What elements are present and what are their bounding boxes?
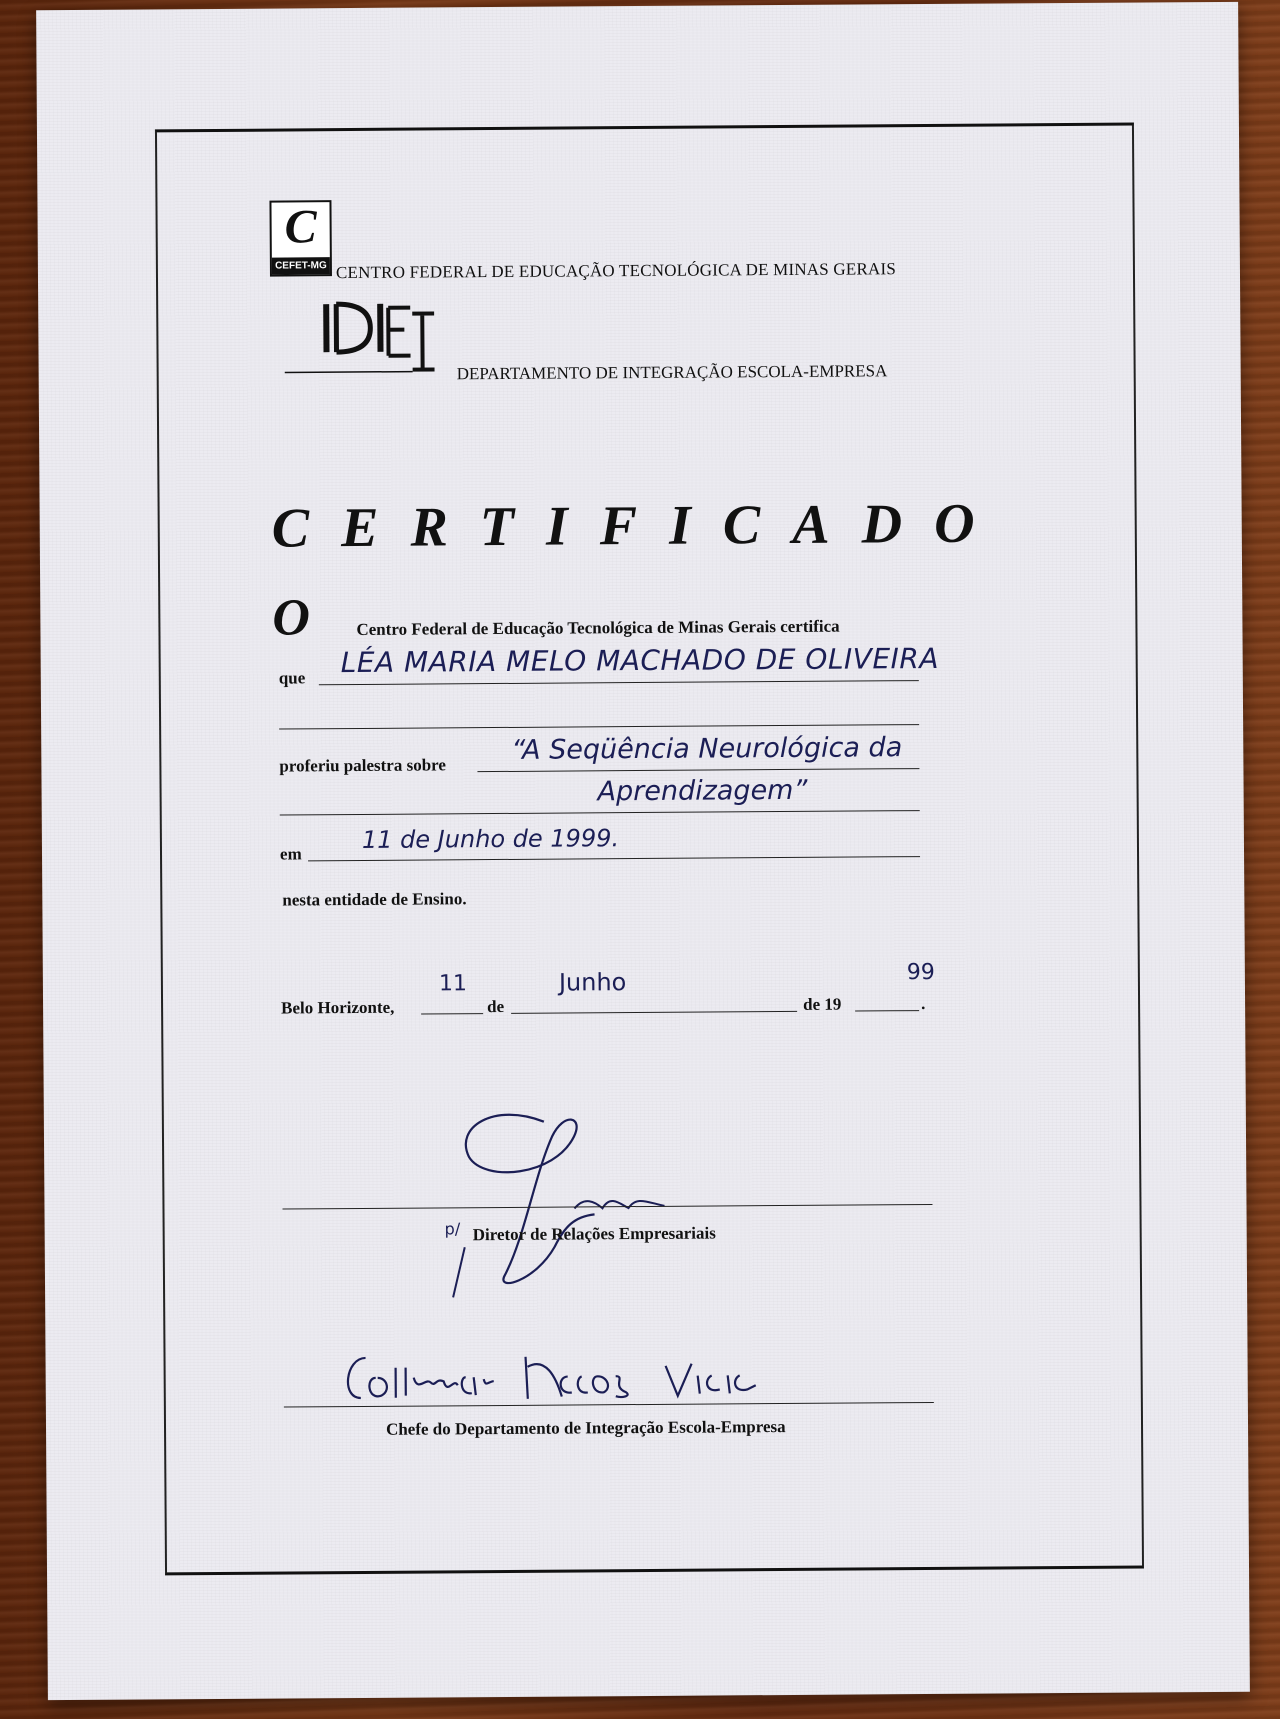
city-label: Belo Horizonte, (281, 997, 395, 1018)
day-value: 11 (438, 971, 468, 997)
lecture-topic-line1: “A Seqüência Neurológica da (511, 732, 903, 766)
chief-signature (335, 1334, 976, 1428)
institution-name: CENTRO FEDERAL DE EDUCAÇÃO TECNOLÓGICA DE MINAS GERAIS (335, 259, 897, 283)
recipient-name: LÉA MARIA MELO MACHADO DE OLIVEIRA (340, 641, 940, 680)
cefet-logo (269, 200, 332, 276)
chief-title: Chefe do Departamento de Integração Escola-Empresa (385, 1417, 786, 1439)
de-label-1: de (487, 996, 505, 1017)
cefet-logo-tag: CEFET-MG (272, 257, 330, 274)
cefet-logo-mark: C (284, 200, 317, 254)
year-value: 99 (906, 959, 935, 986)
em-label: em (279, 844, 302, 864)
intro-text: Centro Federal de Educação Tecnológica de Minas Gerais certifica (356, 616, 840, 639)
intro-o: O (272, 589, 311, 647)
director-signature (424, 1096, 685, 1308)
lecture-label: proferiu palestra sobre (279, 755, 446, 776)
que-label: que (278, 668, 306, 688)
lecture-topic-line2: Aprendizagem” (597, 774, 808, 808)
certificate-paper (36, 2, 1250, 1700)
event-date: 11 de Junho de 1999. (361, 824, 620, 854)
department-name: DEPARTAMENTO DE INTEGRAÇÃO ESCOLA-EMPRESA (456, 361, 888, 384)
director-prefix: p/ (444, 1219, 461, 1239)
diee-logo (284, 299, 435, 380)
de-year-label: de 19 (803, 994, 842, 1014)
entity-text: nesta entidade de Ensino. (282, 889, 467, 910)
end-dot: . (921, 994, 926, 1014)
month-value: Junho (558, 968, 627, 997)
certificate-title: CERTIFICADO (271, 492, 1007, 560)
director-title: Diretor de Relações Empresariais (472, 1223, 716, 1245)
